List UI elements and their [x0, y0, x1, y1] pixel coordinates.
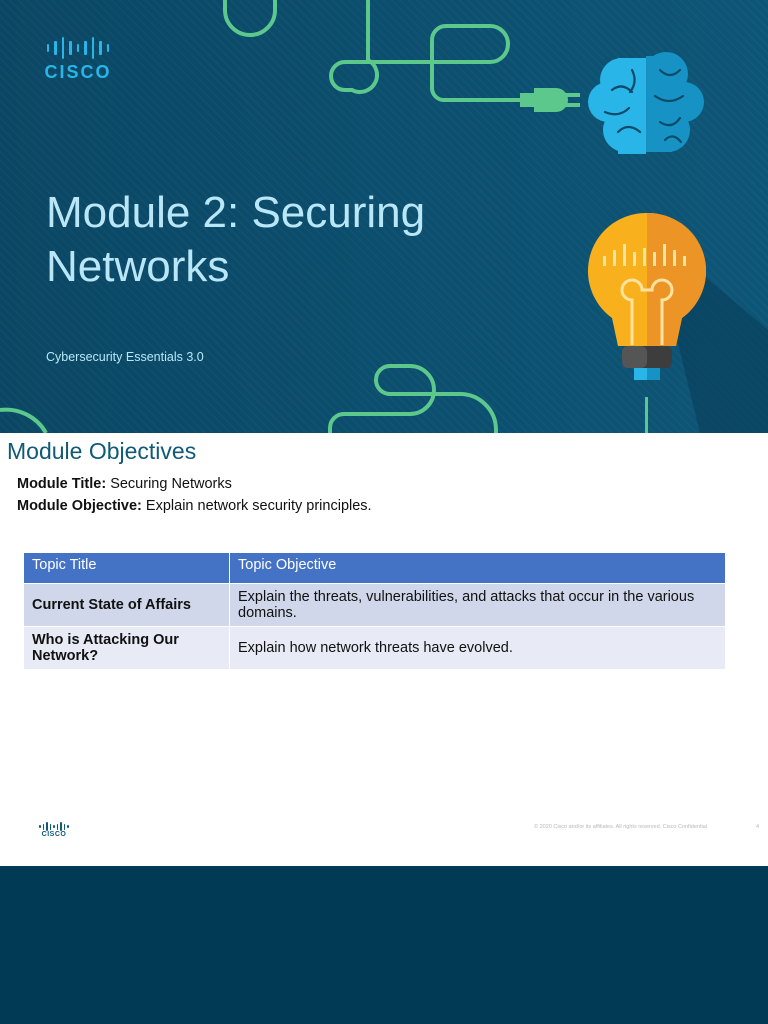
module-objective-line [17, 498, 372, 514]
table-header-row [24, 553, 726, 584]
footer-copyright: © 2020 Cisco and/or its affiliates. All rights reserved. Cisco Confidential [534, 824, 708, 830]
table-row [24, 584, 726, 627]
slide-title: Module 2: Securing Networks [46, 188, 426, 291]
objectives-table [24, 553, 726, 669]
topic-objective-cell: Explain the threats, vulnerabilities, and attacks that occur in the various domains. [230, 584, 726, 627]
header-topic-title: Topic Title [24, 553, 230, 584]
slide-subtitle: Cybersecurity Essentials 3.0 [46, 350, 204, 364]
topic-title-cell: Who is Attacking Our Network? [24, 627, 230, 670]
footer-logo-text: CISCO [41, 831, 67, 838]
page-number: 4 [756, 824, 760, 830]
brain-icon [588, 52, 704, 154]
plug-icon [520, 88, 580, 112]
topic-title-cell: Current State of Affairs [24, 584, 230, 627]
module-title-label: Module Title: [17, 476, 107, 492]
module-title-line [17, 476, 232, 492]
cisco-logo [38, 36, 118, 86]
cisco-logo-text: CISCO [44, 62, 112, 82]
title-slide [0, 0, 768, 433]
footer-cisco-logo [36, 822, 72, 838]
module-objective-value: Explain network security principles. [145, 498, 372, 514]
topic-objective-cell: Explain how network threats have evolved. [230, 627, 726, 670]
module-objective-label: Module Objective: [17, 498, 142, 514]
cisco-logo-bars [38, 36, 118, 60]
header-topic-objective: Topic Objective [230, 553, 726, 584]
footer-logo-bars [36, 822, 72, 831]
objectives-heading: Module Objectives [7, 438, 197, 464]
table-row [24, 627, 726, 670]
objectives-slide [0, 433, 768, 866]
module-title-value: Securing Networks [110, 476, 232, 492]
